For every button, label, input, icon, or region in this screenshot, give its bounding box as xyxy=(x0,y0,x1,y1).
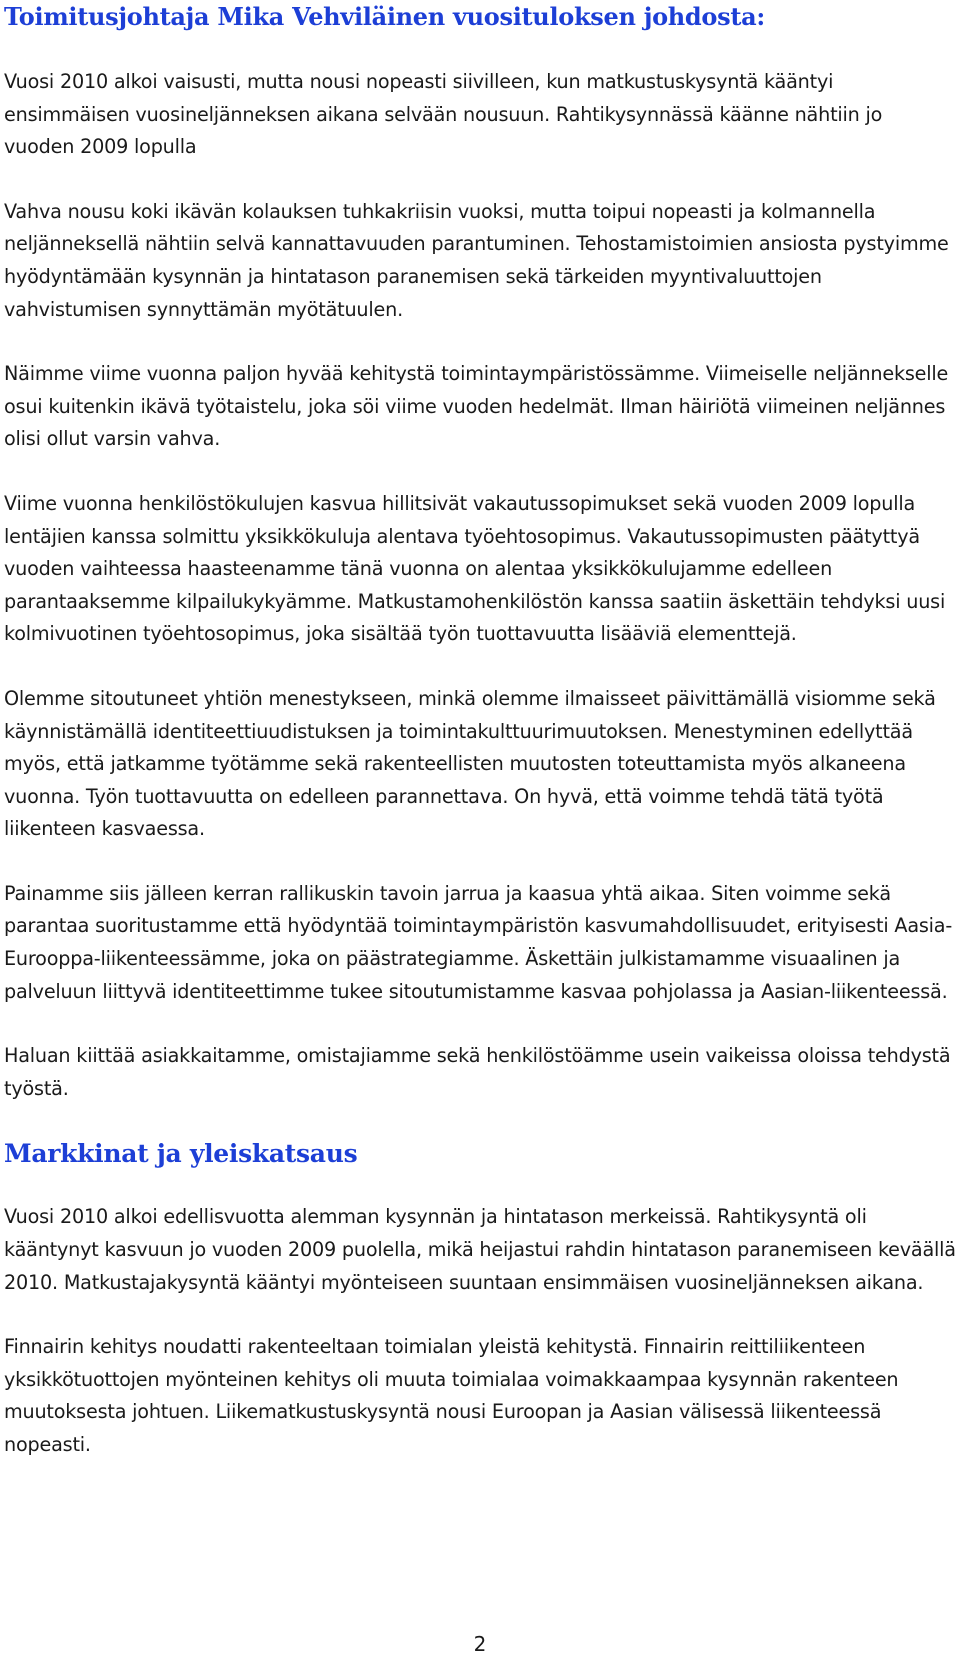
page-number: 2 xyxy=(473,1632,487,1656)
paragraph: Vuosi 2010 alkoi edellisvuotta alemman kysynnän ja hintatason merkeissä. Rahtikysyntä oli kääntynyt kasvuun jo vuoden 2009 puolella, mikä heijastui rahdin hintatason paranemiseen keväällä 2010. Matkustajakysyntä kääntyi myönteiseen suuntaan ensimmäisen vuosineljänneksen aikana. xyxy=(4,1205,956,1294)
paragraph: Viime vuonna henkilöstökulujen kasvua hillitsivät vakautussopimukset sekä vuoden 2009 lopulla lentäjien kanssa solmittu yksikkökuluja alentava työehtosopimus. Vakautussopimusten päätyttyä vuoden vaihteessa haasteenamme tänä vuonna on alentaa yksikkökulujamme edelleen parantaaksemme kilpailukykyämme. Matkustamohenkilöstön kanssa saatiin äskettäin tehdyksi uusi kolmivuotinen työehtosopimus, joka sisältää työn tuottavuutta lisääviä elementtejä. xyxy=(4,491,946,646)
paragraph: Painamme siis jälleen kerran rallikuskin tavoin jarrua ja kaasua yhtä aikaa. Siten voimme sekä parantaa suoritustamme että hyödyntää toimintaympäristön kasvumahdollisuudet, erityisesti Aasia-Eurooppa-liikenteessämme, joka on päästrategiamme. Äskettäin julkistamamme visuaalinen ja palveluun liittyvä identiteettimme tukee sitoutumistamme kasvaa pohjolassa ja Aasian-liikenteessä. xyxy=(4,881,953,1003)
paragraph: Olemme sitoutuneet yhtiön menestykseen, minkä olemme ilmaisseet päivittämällä visiomme sekä käynnistämällä identiteettiuudistuksen ja toimintakulttuurimuutoksen. Menestyminen edellyttää myös, että jatkamme työtämme sekä rakenteellisten muutosten toteuttamista myös alkaneena vuonna. Työn tuottavuutta on edelleen parannettava. On hyvä, että voimme tehdä tätä työtä liikenteen kasvaessa. xyxy=(4,686,936,841)
paragraph: Vahva nousu koki ikävän kolauksen tuhkakriisin vuoksi, mutta toipui nopeasti ja kolmannella neljänneksellä nähtiin selvä kannattavuuden parantuminen. Tehostamistoimien ansiosta pystyimme hyödyntämään kysynnän ja hintatason paranemisen sekä tärkeiden myyntivaluuttojen vahvistumisen synnyttämän myötätuulen. xyxy=(4,199,949,321)
paragraph: Vuosi 2010 alkoi vaisusti, mutta nousi nopeasti siivilleen, kun matkustuskysyntä kääntyi ensimmäisen vuosineljänneksen aikana selvään nousuun. Rahtikysynnässä käänne nähtiin jo vuoden 2009 lopulla xyxy=(4,70,883,159)
paragraph: Näimme viime vuonna paljon hyvää kehitystä toimintaympäristössämme. Viimeiselle neljännekselle osui kuitenkin ikävä työtaistelu, joka söi viime vuoden hedelmät. Ilman häiriötä viimeinen neljännes olisi ollut varsin vahva. xyxy=(4,362,949,451)
section-title-markets-overview: Markkinat ja yleiskatsaus xyxy=(4,1139,358,1169)
paragraph: Finnairin kehitys noudatti rakenteeltaan toimialan yleistä kehitystä. Finnairin reittiliikenteen yksikkötuottojen myönteinen kehitys oli muuta toimialaa voimakkaampaa kysynnän rakenteen muutoksesta johtuen. Liikematkustuskysyntä nousi Euroopan ja Aasian välisessä liikenteessä nopeasti. xyxy=(4,1335,899,1456)
paragraph: Haluan kiittää asiakkaitamme, omistajiamme sekä henkilöstöämme usein vaikeissa oloissa tehdystä työstä. xyxy=(4,1044,951,1100)
section-title-ceo-statement: Toimitusjohtaja Mika Vehviläinen vuosituloksen johdosta: xyxy=(4,2,765,31)
